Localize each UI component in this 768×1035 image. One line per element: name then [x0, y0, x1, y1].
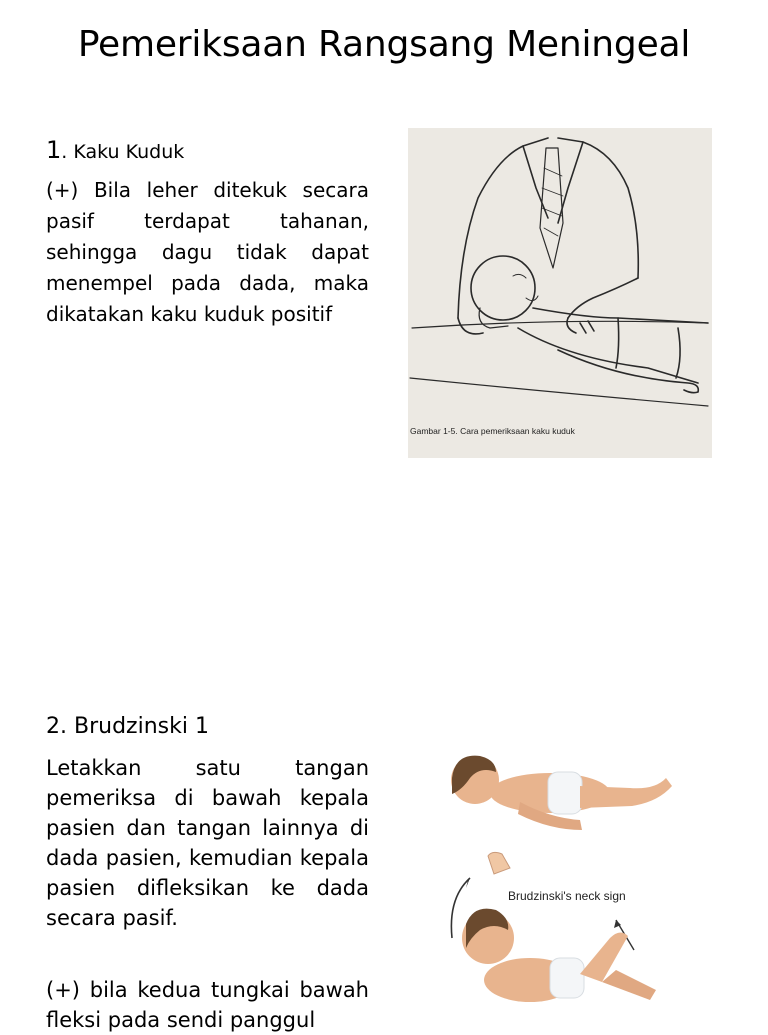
kaku-kuduk-sketch — [408, 128, 712, 458]
brudzinski-drawing — [430, 738, 690, 1024]
figure-label: Brudzinski's neck sign — [508, 889, 626, 903]
baby-lying — [451, 756, 672, 830]
kaku-kuduk-illustration — [408, 128, 712, 458]
section-1-body: (+) Bila leher ditekuk secara pasif terdapat tahanan, sehingga dagu tidak dapat menempel pada dada, maka dikatakan kaku kuduk positif — [46, 178, 369, 326]
examiner-hand — [488, 852, 510, 874]
figure-caption: Gambar 1-5. Cara pemeriksaan kaku kuduk — [410, 426, 575, 436]
section-1-heading — [46, 136, 184, 164]
section-2-heading: 2. Brudzinski 1 — [46, 714, 209, 739]
section-1-heading-text: . Kaku Kuduk — [61, 141, 185, 163]
section-2-body-positive: (+) bila kedua tungkai bawah fleksi pada sendi panggul — [46, 978, 369, 1032]
baby-neck-flexed — [462, 909, 656, 1002]
brudzinski-illustration — [430, 738, 690, 1024]
section-1-number: 1 — [46, 136, 62, 164]
section-2-body: Letakkan satu tangan pemeriksa di bawah kepala pasien dan tangan lainnya di dada pasien, kemudian kepala pasien difleksikan ke dada secara pasif. — [46, 756, 369, 930]
page-title: Pemeriksaan Rangsang Meningeal — [77, 24, 691, 65]
